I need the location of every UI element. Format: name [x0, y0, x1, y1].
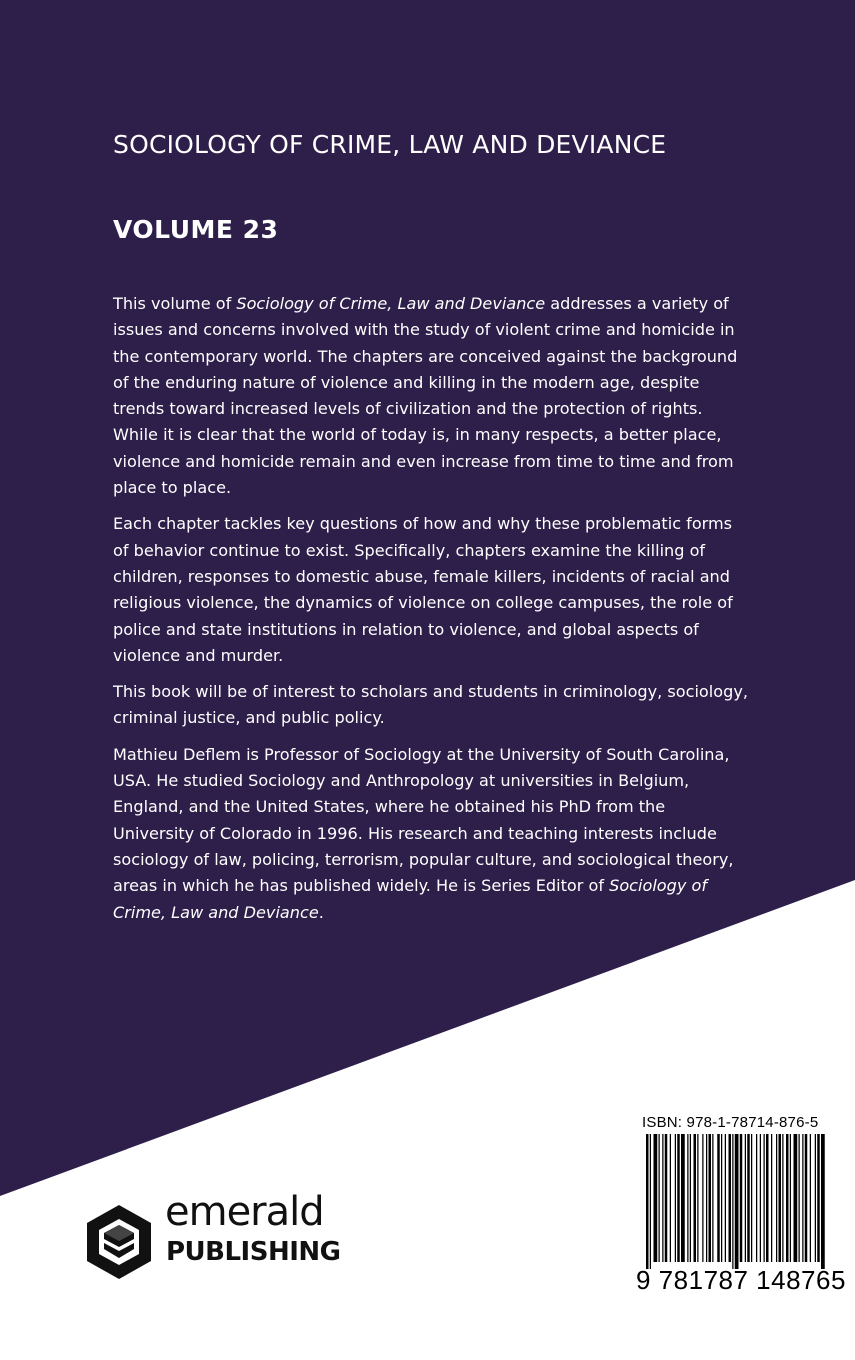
publisher-logo: [84, 1189, 344, 1283]
isbn-label: ISBN: 978-1-78714-876-5: [642, 1114, 819, 1131]
blurb-paragraph-1: This volume of Sociology of Crime, Law and Deviance addresses a variety of issues and concerns involved with the study of violent crime and homicide in the contemporary world. The chapters are conceived against the background of the enduring nature of violence and killing in the modern age, despite trends toward increased levels of civilization and the protection of rights. While it is clear that the world of today is, in many respects, a better place, violence and homicide remain and even increase from time to time and from place to place.: [113, 294, 738, 498]
publisher-sub: PUBLISHING: [166, 1237, 341, 1267]
barcode-box: [636, 1110, 846, 1297]
publisher-name: emerald: [165, 1189, 324, 1235]
series-title-italic: Sociology of Crime, Law and Deviance: [113, 876, 708, 922]
blurb-paragraph-3: This book will be of interest to scholars and students in criminology, sociology, criminal justice, and public policy.: [113, 682, 748, 728]
isbn-digits: 9 781787 148765: [636, 1265, 846, 1295]
author-bio: Mathieu Deflem is Professor of Sociology at the University of South Carolina, USA. He studied Sociology and Anthropology at universities in Belgium, England, and the United States, where he obtained his PhD from the University of Colorado in 1996. His research and teaching interests include sociology of law, policing, terrorism, popular culture, and sociological theory, areas in which he has published widely. He is Series Editor of Sociology of Crime, Law and Deviance.: [113, 744, 734, 922]
blurb: [113, 291, 748, 936]
series-title: SOCIOLOGY OF CRIME, LAW AND DEVIANCE: [113, 130, 667, 159]
barcode-icon: [636, 1134, 831, 1269]
series-title-italic: Sociology of Crime, Law and Deviance: [236, 294, 546, 313]
blurb-paragraph-2: Each chapter tackles key questions of how and why these problematic forms of behavior continue to exist. Specifically, chapters examine the killing of children, responses to domestic abuse, female killers, incidents of racial and religious violence, the dynamics of violence on college campuses, the role of police and state institutions in relation to violence, and global aspects of violence and murder.: [113, 514, 733, 665]
emerald-logo-icon: [84, 1203, 154, 1281]
volume-number: VOLUME 23: [113, 215, 279, 244]
